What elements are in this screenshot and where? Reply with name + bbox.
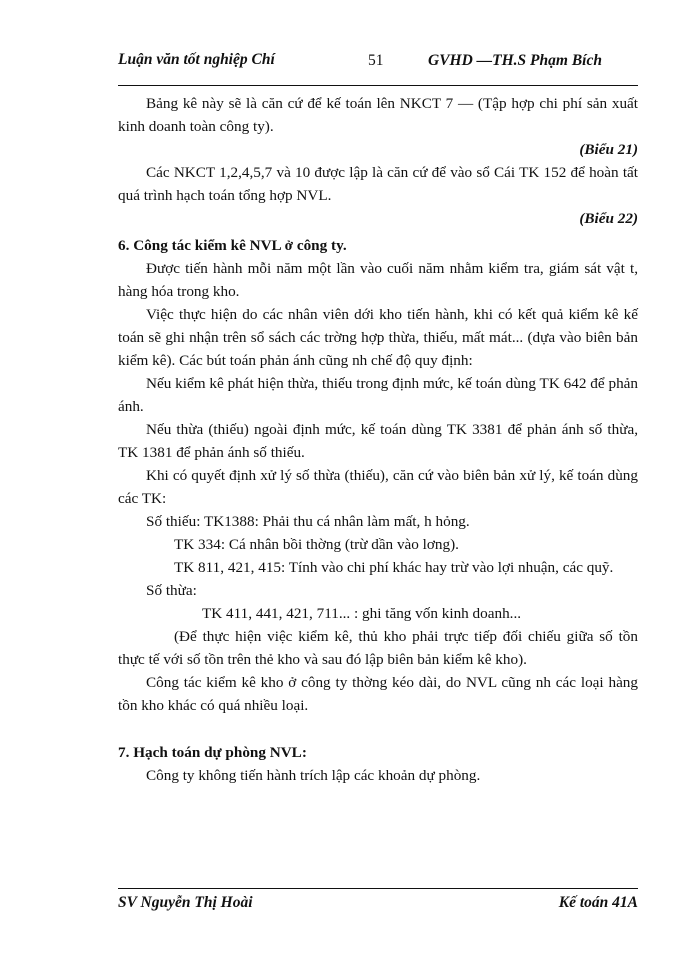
page-header [118, 52, 638, 82]
heading-section-6: 6. Công tác kiểm kê NVL ở công ty. [118, 237, 347, 254]
paragraph-nkct: Các NKCT 1,2,4,5,7 và 10 được lập là căn cứ để vào sổ Cái TK 152 để hoàn tất quá trình hạch toán tổng hợp NVL. [118, 164, 638, 204]
header-thesis-title: Luận văn tốt nghiệp Chí [118, 51, 275, 68]
paragraph-kiem-ke-6: (Để thực hiện việc kiểm kê, thủ kho phải trực tiếp đối chiếu giữa số tồn thực tế với số tồn trên thẻ kho và sau đó lập biên bản kiểm kê kho). [118, 628, 638, 668]
reference-bieu-22: (Biểu 22) [579, 210, 638, 227]
so-thieu-line-1: Số thiếu: TK1388: Phải thu cá nhân làm mất, h hỏng. [146, 513, 470, 530]
so-thua-line-1: TK 411, 441, 421, 711... : ghi tăng vốn kinh doanh... [202, 605, 522, 622]
so-thieu-line-2: TK 334: Cá nhân bồi thờng (trừ dần vào lơng). [174, 536, 459, 553]
heading-section-7: 7. Hạch toán dự phòng NVL: [118, 744, 307, 761]
section-gap [118, 717, 638, 737]
so-thua-label: Số thừa: [146, 582, 197, 599]
header-rule [118, 85, 638, 86]
paragraph-bang-ke: Bảng kê này sẽ là căn cứ để kế toán lên NKCT 7 — (Tập hợp chi phí sản xuất kinh doanh toàn công ty). [118, 95, 638, 135]
paragraph-kiem-ke-2: Việc thực hiện do các nhân viên dới kho tiến hành, khi có kết quả kiểm kê kế toán sẽ ghi nhận trên sổ sách các trờng hợp thừa, thiếu, mất mát... (dựa vào biên bản kiểm kê). Các bút toán phản ánh cũng nh chế độ quy định: [118, 306, 638, 369]
paragraph-kiem-ke-1: Được tiến hành mỗi năm một lần vào cuối năm nhằm kiểm tra, giám sát vật t, hàng hóa trong kho. [118, 260, 638, 300]
reference-bieu-21: (Biểu 21) [579, 141, 638, 158]
so-thieu-line-3: TK 811, 421, 415: Tính vào chi phí khác hay trừ vào lợi nhuận, các quỹ. [174, 559, 614, 576]
paragraph-du-phong: Công ty không tiến hành trích lập các khoản dự phòng. [146, 767, 481, 784]
header-supervisor: GVHD —TH.S Phạm Bích [428, 52, 602, 69]
footer-rule [118, 888, 638, 889]
paragraph-kiem-ke-5: Khi có quyết định xử lý số thừa (thiếu), căn cứ vào biên bản xử lý, kế toán dùng các TK: [118, 467, 638, 507]
page-number: 51 [368, 52, 384, 69]
paragraph-kiem-ke-3: Nếu kiểm kê phát hiện thừa, thiếu trong định mức, kế toán dùng TK 642 để phản ánh. [118, 375, 638, 415]
paragraph-kiem-ke-7: Công tác kiểm kê kho ở công ty thờng kéo dài, do NVL cũng nh các loại hàng tồn kho khác có quá nhiều loại. [118, 674, 638, 714]
footer-class: Kế toán 41A [558, 894, 638, 911]
paragraph-kiem-ke-4: Nếu thừa (thiếu) ngoài định mức, kế toán dùng TK 3381 để phản ánh số thừa, TK 1381 để phản ánh số thiếu. [118, 421, 638, 461]
footer-student: SV Nguyễn Thị Hoài [118, 894, 253, 911]
page-body [118, 92, 638, 787]
